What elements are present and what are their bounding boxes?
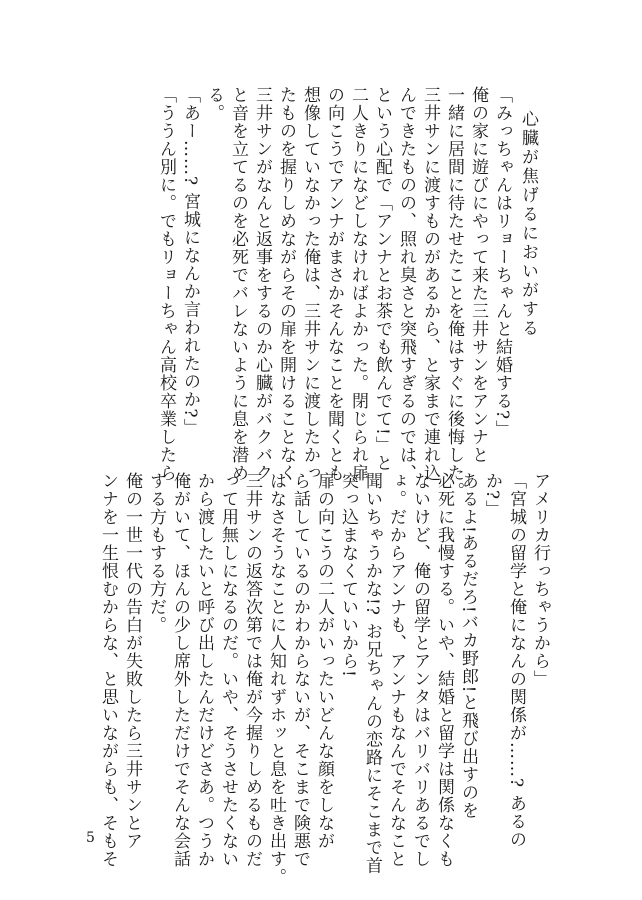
text-line: という心配で「アンナとお茶でも飲んでて!」と (372, 86, 392, 472)
text-line: 俺がいて、ほんの少し席外しただけでそんな会話 (170, 472, 190, 868)
text-line: 三井サンがなんと返事をするのか心臓がバクバク (252, 86, 272, 482)
text-line: たものを握りしめながらその扉を開けることなく (276, 86, 296, 482)
text-line: ら話しているのかわからないが、そこまで険悪で (290, 472, 310, 868)
text-line: 二人きりになどしなければよかった。閉じられ扉 (348, 86, 368, 482)
text-line: 「宮城の留学と俺になんの関係が……? あるの (506, 472, 526, 849)
upper-text-block (154, 86, 514, 500)
text-line: ないけど、俺の留学とアンタはバリバリあるでし (410, 472, 430, 868)
text-line: 扉の向こうの二人がいったいどんな顔をしなが (314, 472, 334, 850)
text-line: あるよ!あるだろ!バカ野郎!と飛び出すのを (458, 472, 478, 820)
text-line: 想像していなかった俺は、三井サンに渡したかっ (300, 86, 320, 482)
text-line: か?」 (482, 472, 502, 519)
text-line: 俺の家に遊びにやって来た三井サンをアンナと (468, 86, 488, 464)
text-line: って用無しになるのだ。いや、そうさせたくない (218, 472, 238, 868)
text-line: る。 (204, 86, 224, 122)
text-line: 一緒に居間に待たせたことを俺はすぐに後悔した。 (444, 86, 464, 500)
text-line: んできたものの、照れ臭さと突飛すぎるのでは、 (396, 86, 416, 482)
lower-text-block (96, 472, 552, 886)
text-line: と音を立てるのを必死でバレないように息を潜め (228, 86, 248, 482)
text-line: 「みっちゃんはリョーちゃんと結婚する?」 (492, 86, 512, 439)
text-line: ょ。だからアンナも、アンナもなんでそんなこと (386, 472, 406, 868)
text-line: はなさそうなことに人知れずホッと息を吐き出す。 (266, 472, 286, 886)
text-line: の向こうでアンナがまさかそんなことを聞くとも (324, 86, 344, 482)
text-line: 三井サンの返答次第では俺が今握りしめるものだ (242, 472, 262, 868)
text-line: する方もする方だ。 (146, 472, 166, 634)
text-line: ンナを一生恨むからな、と思いながらも、そもそ (98, 472, 118, 868)
text-line: から渡したいと呼び出したんだけどさあ。つうか (194, 472, 214, 868)
text-line: 「あー……? 宮城になんか言われたのか?」 (180, 86, 200, 437)
text-line: 必死に我慢する。いや、結婚と留学は関係なくも (434, 472, 454, 868)
chapter-title: 心臓が焦げるにおいがする (518, 110, 538, 338)
text-line: 突っ込まなくていいから! (338, 472, 358, 678)
text-line: 「ううん別に。でもリョーちゃん高校卒業したら (156, 86, 176, 482)
text-line: 三井サンに渡すものがあるから、と家まで連れ込 (420, 86, 440, 482)
text-line: 俺の一世一代の告白が失敗したら三井サンとア (122, 472, 142, 850)
page-number: 5 (86, 830, 95, 846)
text-line: 聞いちゃうかな!? お兄ちゃんの恋路にそこまで首 (362, 472, 382, 875)
text-line: アメリカ行っちゃうから」 (530, 472, 550, 688)
